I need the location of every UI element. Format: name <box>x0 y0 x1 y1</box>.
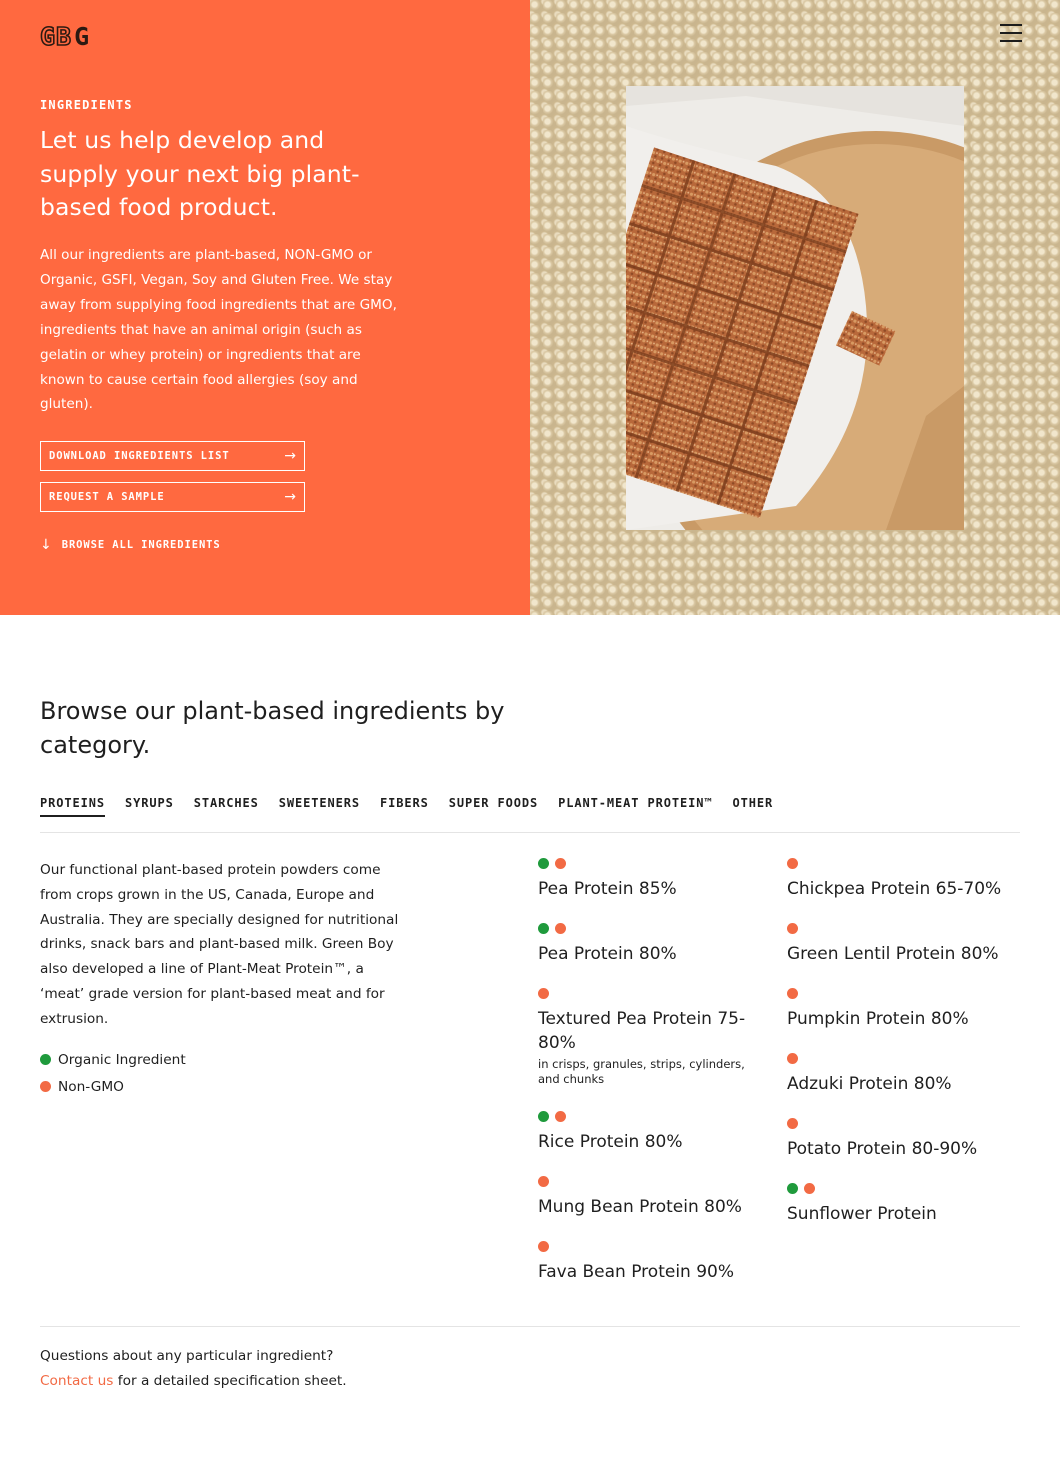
arrow-right-icon: → <box>284 489 296 505</box>
legend-organic <box>40 1046 186 1073</box>
ingredient-item[interactable] <box>787 988 1027 1031</box>
tab-super-foods[interactable]: SUPER FOODS <box>448 796 539 810</box>
footer-question: Questions about any particular ingredient? <box>40 1348 334 1364</box>
nongmo-dot-icon <box>555 858 566 869</box>
legend-nongmo-label: Non-GMO <box>58 1078 124 1095</box>
ingredient-item[interactable] <box>787 923 1027 966</box>
legend-organic-label: Organic Ingredient <box>58 1051 186 1068</box>
nongmo-dot-icon <box>787 988 798 999</box>
ingredient-name: Adzuki Protein 80% <box>787 1074 952 1094</box>
category-description: Our functional plant-based protein powders come from crops grown in the US, Canada, Europe and Australia. They are specially designed for nutritional drinks, snack bars and plant-based milk. Green Boy also developed a line of Plant-Meat Protein™, a ‘meat’ grade version for plant-based meat and for extrusion. <box>40 862 399 1027</box>
ingredient-name: Sunflower Protein <box>787 1204 937 1224</box>
tab-syrups[interactable]: SYRUPS <box>125 796 174 810</box>
request-sample-label: REQUEST A SAMPLE <box>49 491 165 503</box>
hero-photo-snack-bars <box>626 86 964 530</box>
arrow-right-icon: → <box>284 448 296 464</box>
nongmo-dot-icon <box>787 858 798 869</box>
organic-dot-icon <box>538 923 549 934</box>
legend <box>40 1046 186 1100</box>
ingredient-item[interactable] <box>538 1111 778 1154</box>
hero-title: Let us help develop and supply your next big plant-based food product. <box>40 126 360 221</box>
ingredient-name: Pumpkin Protein 80% <box>787 1009 969 1029</box>
ingredient-name: Rice Protein 80% <box>538 1132 683 1152</box>
request-sample-button[interactable] <box>40 482 305 512</box>
download-ingredients-button[interactable] <box>40 441 305 471</box>
contact-us-link[interactable]: Contact us <box>40 1373 114 1389</box>
nongmo-dot-icon <box>787 923 798 934</box>
ingredient-name: Pea Protein 85% <box>538 879 677 899</box>
ingredient-item[interactable] <box>538 988 760 1087</box>
hero-body: All our ingredients are plant-based, NON-GMO or Organic, GSFI, Vegan, Soy and Gluten Free. We stay away from supplying food ingredients that are GMO, ingredients that have an animal origin (such as gelatin or whey protein) or ingredients that are known to cause certain food allergies (soy and gluten). <box>40 247 397 413</box>
ingredient-item[interactable] <box>787 1053 1027 1096</box>
ingredient-name: Potato Protein 80-90% <box>787 1139 978 1159</box>
hamburger-menu-icon[interactable] <box>1000 24 1022 44</box>
ingredient-item[interactable] <box>538 858 778 901</box>
ingredient-name: Chickpea Protein 65-70% <box>787 879 1002 899</box>
legend-nongmo <box>40 1073 186 1100</box>
organic-dot-icon <box>538 1111 549 1122</box>
nongmo-dot-icon <box>787 1118 798 1129</box>
tab-other[interactable]: OTHER <box>732 796 774 810</box>
download-ingredients-label: DOWNLOAD INGREDIENTS LIST <box>49 450 230 462</box>
footer-contact-line <box>40 1369 347 1394</box>
tab-proteins[interactable]: PROTEINS <box>40 796 105 817</box>
site-logo[interactable] <box>40 24 90 49</box>
organic-dot-icon <box>538 858 549 869</box>
nongmo-dot-icon <box>555 923 566 934</box>
tab-sweeteners[interactable]: SWEETENERS <box>278 796 360 810</box>
logo-text-solid: G <box>74 22 91 51</box>
hero-eyebrow: INGREDIENTS <box>40 98 133 112</box>
ingredient-name: Pea Protein 80% <box>538 944 677 964</box>
ingredient-name: Mung Bean Protein 80% <box>538 1197 742 1217</box>
nongmo-dot-icon <box>538 1176 549 1187</box>
nongmo-dot-icon <box>40 1081 51 1092</box>
browse-all-ingredients-link[interactable] <box>40 538 221 552</box>
nongmo-dot-icon <box>555 1111 566 1122</box>
hero-section <box>0 0 1060 615</box>
organic-dot-icon <box>787 1183 798 1194</box>
ingredient-name: Fava Bean Protein 90% <box>538 1262 735 1282</box>
nongmo-dot-icon <box>787 1053 798 1064</box>
ingredient-item[interactable] <box>538 1176 778 1219</box>
hero-text-panel <box>0 0 530 615</box>
arrow-down-icon: ↓ <box>40 537 52 553</box>
footer-contact-rest: for a detailed specification sheet. <box>113 1373 347 1389</box>
hero-image-panel <box>530 0 1060 615</box>
ingredient-name: Green Lentil Protein 80% <box>787 944 999 964</box>
nongmo-dot-icon <box>538 1241 549 1252</box>
ingredient-item[interactable] <box>538 923 778 966</box>
category-tabs <box>40 796 1020 833</box>
ingredient-item[interactable] <box>538 1241 778 1284</box>
browse-section-title: Browse our plant-based ingredients by category. <box>40 697 505 759</box>
ingredient-name: Textured Pea Protein 75-80% <box>538 1009 746 1053</box>
tab-plant-meat-protein[interactable]: PLANT-MEAT PROTEIN™ <box>558 796 713 810</box>
nongmo-dot-icon <box>804 1183 815 1194</box>
ingredient-item[interactable] <box>787 1183 1027 1226</box>
tab-starches[interactable]: STARCHES <box>193 796 259 810</box>
browse-all-label: BROWSE ALL INGREDIENTS <box>61 539 221 551</box>
nongmo-dot-icon <box>538 988 549 999</box>
ingredient-item[interactable] <box>787 1118 1027 1161</box>
snack-bars-illustration <box>626 86 964 530</box>
ingredient-item[interactable] <box>787 858 1027 901</box>
ingredient-note: in crisps, granules, strips, cylinders, and chunks <box>538 1057 745 1086</box>
organic-dot-icon <box>40 1054 51 1065</box>
tab-fibers[interactable]: FIBERS <box>380 796 429 810</box>
footer-divider <box>40 1326 1020 1327</box>
logo-text-outline: GB <box>40 22 73 51</box>
